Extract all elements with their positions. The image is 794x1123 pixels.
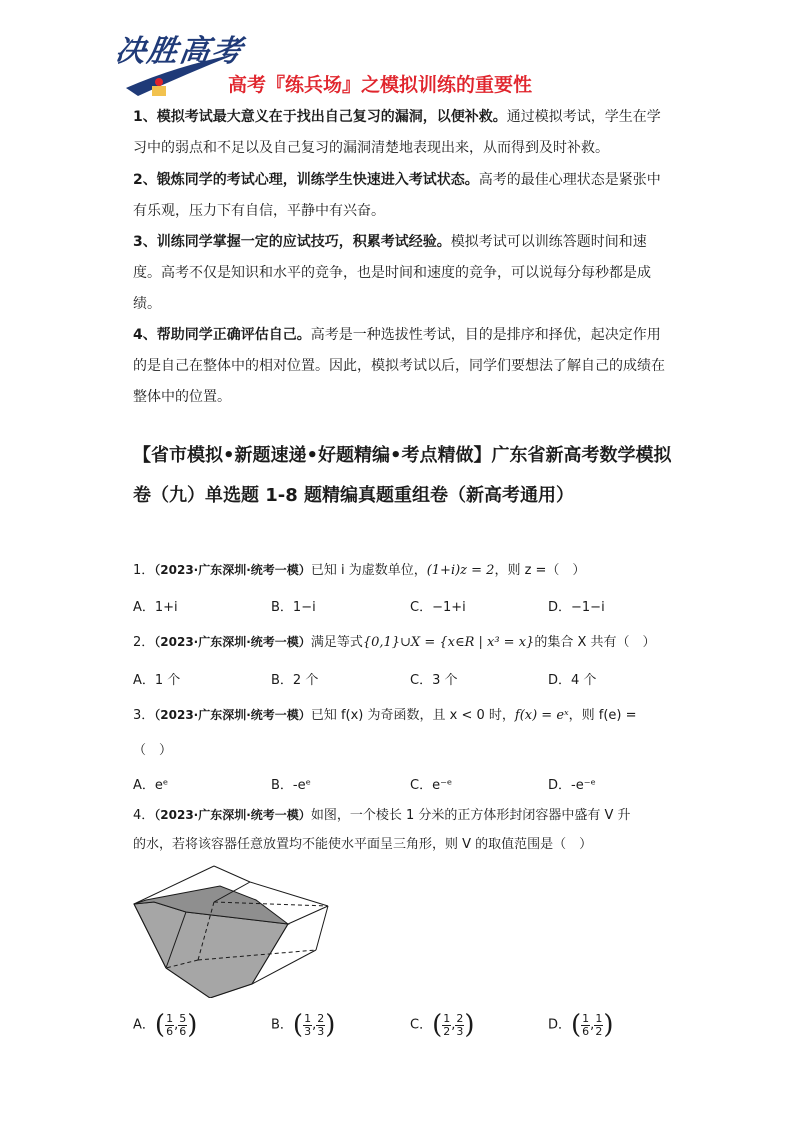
page-subtitle: 高考『练兵场』之模拟训练的重要性 bbox=[228, 74, 533, 96]
option-a: A．eᵉ bbox=[133, 778, 169, 793]
option-a: A．( $\frac{1}{6}$ , $\frac{5}{6}$ ) bbox=[133, 1010, 198, 1040]
frac-den: 6 bbox=[166, 1024, 174, 1038]
option-c: C．3 个 bbox=[410, 673, 458, 688]
question-3-bracket: （ ） bbox=[133, 743, 173, 758]
question-math: f(x) = eˣ bbox=[514, 708, 569, 723]
point-3 bbox=[133, 227, 665, 320]
frac-num: 1 bbox=[582, 1011, 590, 1025]
option-d: D．( $\frac{1}{6}$ , $\frac{1}{2}$ ) bbox=[548, 1010, 614, 1040]
point-2 bbox=[133, 165, 665, 227]
option-letter: D． bbox=[548, 1017, 572, 1033]
point-text: 模拟考试可以训练答题时间和速度。高考不仅是知识和水平的竞争，也是时间和速度的竞争，可以说每分每秒都是成绩。 bbox=[133, 234, 651, 312]
question-1-options bbox=[133, 596, 673, 618]
question-stem-end: ，则 f(e) = bbox=[568, 708, 637, 723]
option-c: C．−1+i bbox=[410, 600, 466, 615]
option-d: D．-e⁻ᵉ bbox=[548, 778, 596, 793]
frac-num: 2 bbox=[456, 1011, 464, 1025]
point-text: 高考是一种选拔性考试，目的是排序和择优，起决定作用的是自己在整体中的相对位置。因此，模拟考试以后，同学们要想法了解自己的成绩在整体中的位置。 bbox=[133, 327, 665, 405]
question-stem-end: 的集合 X 共有（ ） bbox=[534, 635, 656, 650]
section-title: 【省市模拟•新题速递•好题精编•考点精做】广东省新高考数学模拟卷（九）单选题 1-8 题精编真题重组卷（新高考通用） bbox=[133, 445, 672, 506]
frac-num: 1 bbox=[304, 1011, 312, 1025]
question-stem: 已知 f(x) 为奇函数，且 x < 0 时， bbox=[310, 708, 515, 723]
question-source: （2023·广东深圳·统考一模） bbox=[154, 635, 311, 649]
question-2 bbox=[133, 632, 673, 653]
question-3-options bbox=[133, 774, 673, 796]
frac-den: 2 bbox=[443, 1024, 451, 1038]
option-letter: B． bbox=[271, 1017, 293, 1033]
point-lead: 2、锻炼同学的考试心理，训练学生快速进入考试状态。 bbox=[133, 172, 479, 188]
option-b: B．1−i bbox=[271, 600, 316, 615]
frac-den: 6 bbox=[582, 1024, 590, 1038]
logo-text: 决胜高考 bbox=[113, 34, 246, 69]
cube-water-figure bbox=[132, 862, 332, 998]
question-stem: 如图，一个棱长 1 分米的正方体形封闭容器中盛有 V 升 bbox=[310, 808, 631, 823]
option-d: D．4 个 bbox=[548, 673, 597, 688]
question-1 bbox=[133, 560, 673, 581]
option-a: A．1+i bbox=[133, 600, 178, 615]
frac-den: 3 bbox=[456, 1024, 464, 1038]
question-math: {0,1}∪X = {x∈R | x³ = x} bbox=[362, 635, 535, 650]
question-3 bbox=[133, 705, 673, 726]
option-letter: A． bbox=[133, 1017, 155, 1033]
question-4 bbox=[133, 805, 673, 826]
question-number: 2． bbox=[133, 635, 155, 650]
question-stem: 满足等式 bbox=[310, 635, 363, 650]
frac-den: 6 bbox=[179, 1024, 187, 1038]
option-letter: C． bbox=[410, 1017, 433, 1033]
question-number: 3． bbox=[133, 708, 155, 723]
point-lead: 1、模拟考试最大意义在于找出自己复习的漏洞，以便补救。 bbox=[133, 109, 507, 125]
point-4 bbox=[133, 320, 665, 413]
point-text: 高考的最佳心理状态是紧张中有乐观，压力下有自信，平静中有兴奋。 bbox=[133, 172, 661, 219]
option-c: C．( $\frac{1}{2}$ , $\frac{2}{3}$ ) bbox=[410, 1010, 475, 1040]
option-a: A．1 个 bbox=[133, 673, 181, 688]
option-c: C．e⁻ᵉ bbox=[410, 778, 453, 793]
question-4-options bbox=[133, 1010, 673, 1046]
option-b: B．2 个 bbox=[271, 673, 319, 688]
frac-num: 1 bbox=[166, 1011, 174, 1025]
frac-num: 2 bbox=[317, 1011, 325, 1025]
option-d: D．−1−i bbox=[548, 600, 605, 615]
question-stem: 已知 i 为虚数单位， bbox=[310, 563, 427, 578]
question-number: 4． bbox=[133, 808, 155, 823]
question-4-stem-cont: 的水，若将该容器任意放置均不能使水平面呈三角形，则 V 的取值范围是（ ） bbox=[133, 837, 593, 852]
question-source: （2023·广东深圳·统考一模） bbox=[154, 708, 311, 722]
option-b: B．-eᵉ bbox=[271, 778, 312, 793]
question-stem-end: ，则 z =（ ） bbox=[494, 563, 586, 578]
question-math: (1+i)z = 2 bbox=[426, 563, 495, 578]
logo bbox=[113, 26, 246, 104]
frac-den: 2 bbox=[595, 1024, 603, 1038]
point-lead: 4、帮助同学正确评估自己。 bbox=[133, 327, 311, 343]
option-b: B．( $\frac{1}{3}$ , $\frac{2}{3}$ ) bbox=[271, 1010, 336, 1040]
question-2-options bbox=[133, 669, 673, 691]
point-lead: 3、训练同学掌握一定的应试技巧，积累考试经验。 bbox=[133, 234, 451, 250]
question-source: （2023·广东深圳·统考一模） bbox=[154, 563, 311, 577]
point-1 bbox=[133, 102, 665, 164]
frac-num: 1 bbox=[595, 1011, 603, 1025]
frac-num: 1 bbox=[443, 1011, 451, 1025]
frac-den: 3 bbox=[304, 1024, 312, 1038]
question-number: 1． bbox=[133, 563, 155, 578]
frac-den: 3 bbox=[317, 1024, 325, 1038]
frac-num: 5 bbox=[179, 1011, 187, 1025]
question-source: （2023·广东深圳·统考一模） bbox=[154, 808, 311, 822]
point-text: 通过模拟考试，学生在学习中的弱点和不足以及自己复习的漏洞清楚地表现出来，从而得到及时补救。 bbox=[133, 109, 661, 156]
logo-swoosh-icon bbox=[116, 26, 246, 106]
